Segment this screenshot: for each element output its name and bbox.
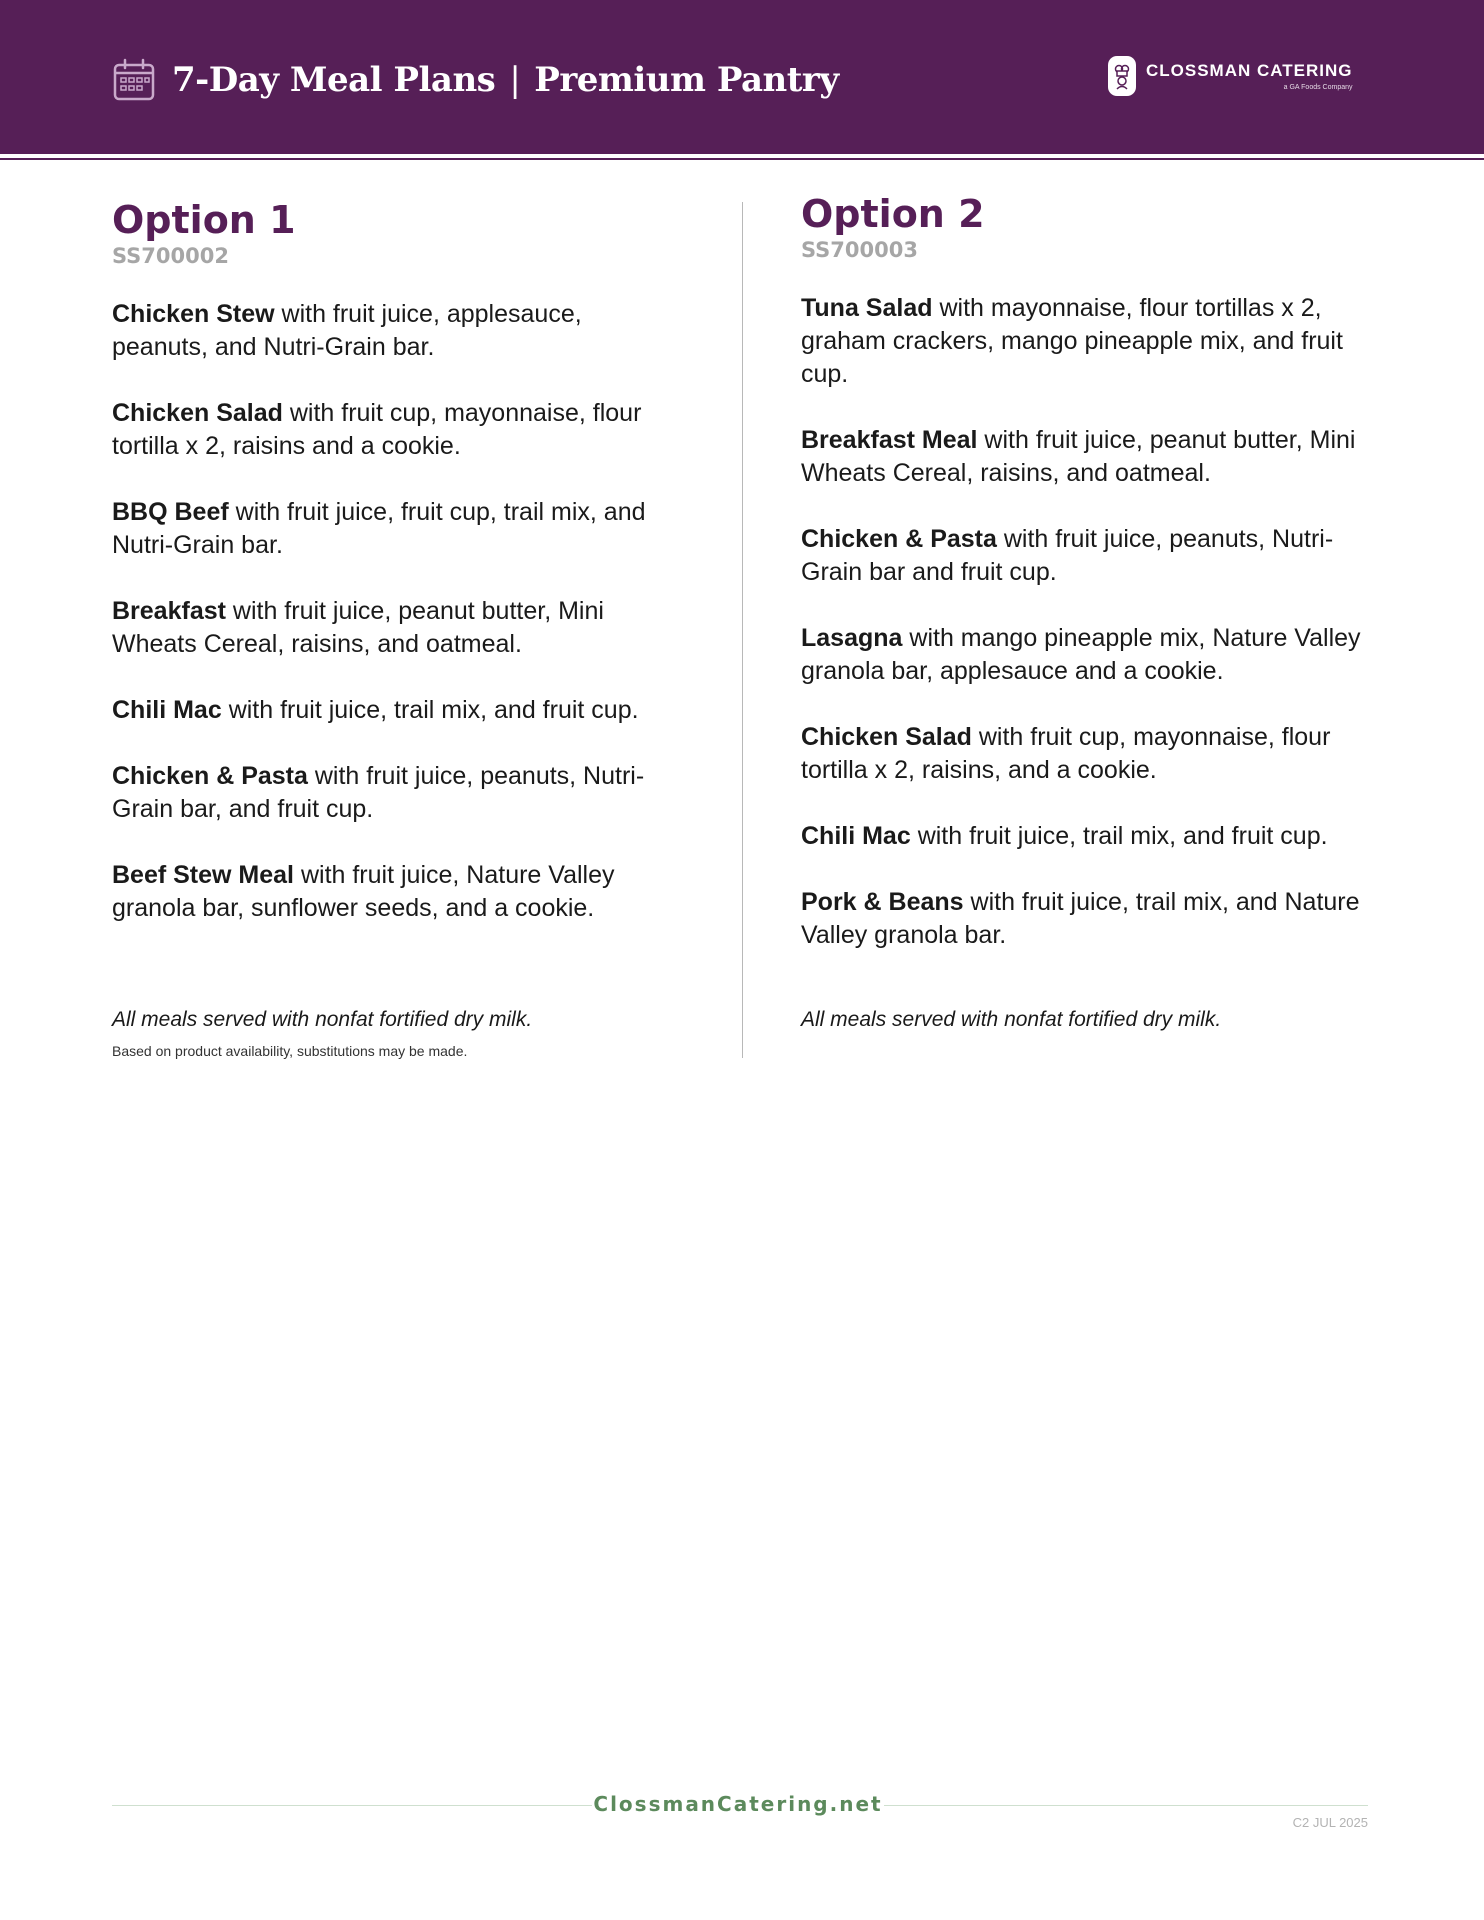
meal-name: Chicken & Pasta [112,762,308,790]
option-title: Option 1 [112,198,296,242]
substitution-disclaimer: Based on product availability, substitutions may be made. [112,1043,468,1059]
meal-item [801,622,1371,688]
meal-item [112,298,682,364]
calendar-icon [112,58,156,102]
meal-description: with fruit juice, trail mix, and fruit cup. [910,822,1328,850]
meal-item [112,694,682,727]
meal-item [801,820,1371,853]
chef-icon [1108,56,1136,96]
meal-description: with fruit cup, mayonnaise, flour tortilla x 2, raisins, and a cookie. [801,723,1331,784]
meal-description: with mango pineapple mix, Nature Valley granola bar, applesauce and a cookie. [801,624,1361,685]
meal-item [112,496,682,562]
footer-rule-right [884,1805,1368,1806]
title-separator: | [509,60,521,100]
milk-note: All meals served with nonfat fortified dry milk. [112,1008,533,1031]
option-2-column [801,190,1371,985]
meal-name: Lasagna [801,624,903,652]
meal-description: with fruit juice, fruit cup, trail mix, and Nutri-Grain bar. [112,498,646,559]
meal-name: Beef Stew Meal [112,861,295,889]
meal-description: with mayonnaise, flour tortillas x 2, graham crackers, mango pineapple mix, and fruit cup. [801,294,1343,388]
meal-name: Chicken Salad [801,723,972,751]
page-header [0,0,1484,154]
meal-item [801,292,1371,391]
option-code: SS700003 [801,238,918,262]
meal-name: Tuna Salad [801,294,933,322]
meal-name: Chili Mac [801,822,911,850]
meal-description: with fruit juice, trail mix, and fruit cup. [221,696,639,724]
company-logo [1108,56,1353,96]
meal-item [801,424,1371,490]
title-left: 7-Day Meal Plans [172,60,496,100]
meal-item [112,595,682,661]
meal-name: Pork & Beans [801,888,964,916]
page-title [172,60,839,100]
column-divider [742,202,743,1058]
logo-name: CLOSSMAN CATERING [1146,61,1353,80]
meal-name: Breakfast Meal [801,426,978,454]
meal-name: Chicken Salad [112,399,283,427]
meal-description: with fruit juice, applesauce, peanuts, and Nutri-Grain bar. [112,300,582,361]
milk-note: All meals served with nonfat fortified dry milk. [801,1008,1222,1031]
option-title: Option 2 [801,192,985,236]
meal-item [112,859,682,925]
meal-description: with fruit juice, peanuts, Nutri-Grain bar and fruit cup. [801,525,1334,586]
meal-description: with fruit juice, trail mix, and Nature Valley granola bar. [801,888,1360,949]
option-code: SS700002 [112,244,229,268]
meal-name: Chicken & Pasta [801,525,997,553]
meal-item [112,397,682,463]
meal-name: BBQ Beef [112,498,229,526]
meal-item [112,760,682,826]
header-title-group [112,52,839,108]
meal-name: Chili Mac [112,696,222,724]
meal-item [801,523,1371,589]
option-1-column [112,196,682,958]
footer-rule-left [112,1805,592,1806]
meal-name: Breakfast [112,597,226,625]
meal-description: with fruit cup, mayonnaise, flour tortilla x 2, raisins and a cookie. [112,399,642,460]
meal-item [801,721,1371,787]
footer-website-link[interactable]: ClossmanCatering.net [593,1792,883,1816]
title-right: Premium Pantry [534,60,839,100]
meal-description: with fruit juice, Nature Valley granola bar, sunflower seeds, and a cookie. [112,861,615,922]
header-divider [0,158,1484,160]
document-code: C2 JUL 2025 [1292,1815,1368,1830]
meal-item [801,886,1371,952]
logo-tagline: a GA Foods Company [1283,84,1353,91]
meal-description: with fruit juice, peanuts, Nutri-Grain bar, and fruit cup. [112,762,645,823]
meal-name: Chicken Stew [112,300,275,328]
meal-description: with fruit juice, peanut butter, Mini Wheats Cereal, raisins, and oatmeal. [112,597,604,658]
meal-description: with fruit juice, peanut butter, Mini Wheats Cereal, raisins, and oatmeal. [801,426,1356,487]
